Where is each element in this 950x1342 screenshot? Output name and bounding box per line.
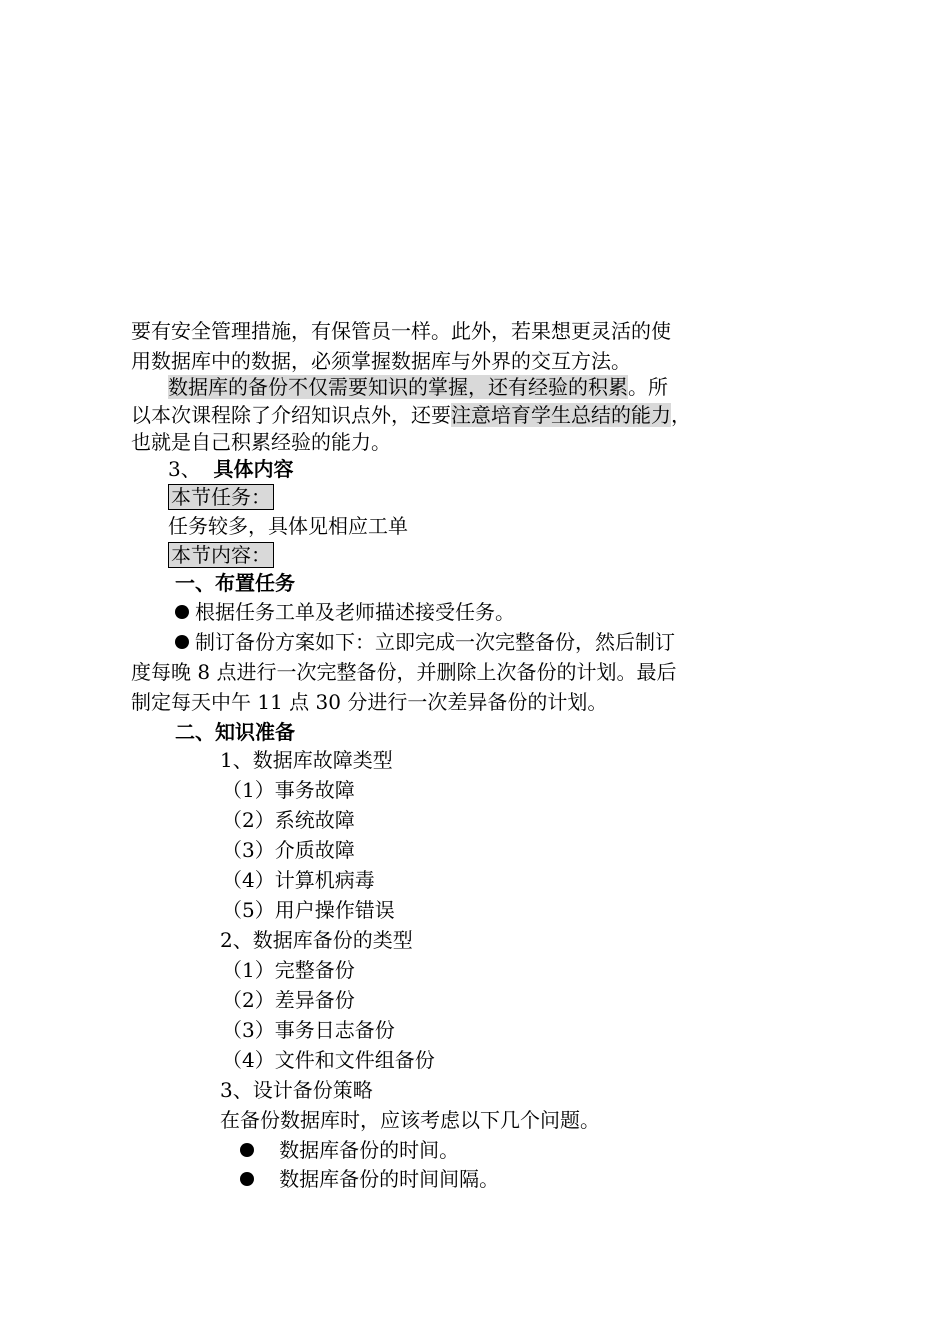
para-text: ， [671,403,691,427]
highlighted-text: 数据库的备份不仅需要知识的掌握，还有经验的积累 [168,375,628,399]
bullet-icon [175,605,189,619]
task-label-line [168,483,274,511]
bullet-text: 数据库备份的时间。 [279,1138,460,1162]
para-text: 以本次课程除了介绍知识点外，还要 [131,403,451,427]
bullet-item [175,628,675,656]
bullet-text: 制订备份方案如下：立即完成一次完整备份，然后制订 [195,630,675,654]
list-item: （3）事务日志备份 [222,1018,395,1042]
list-item: （3）介质故障 [222,838,355,862]
section-title: 具体内容 [213,457,294,481]
highlighted-text: 注意培育学生总结的能力 [451,403,671,427]
task-text: 任务较多，具体见相应工单 [168,514,408,538]
knowledge-title: 1、数据库故障类型 [220,748,393,772]
para-line [131,401,691,429]
para-line: 度每晚 8 点进行一次完整备份，并删除上次备份的计划。最后 [131,660,677,684]
bullet-text: 数据库备份的时间间隔。 [279,1167,500,1191]
para-line: 制定每天中午 11 点 30 分进行一次差异备份的计划。 [131,690,608,714]
para-line: 要有安全管理措施，有保管员一样。此外，若果想更灵活的使 [131,319,671,343]
para-line [168,373,668,401]
list-item: （5）用户操作错误 [222,898,395,922]
part1-heading: 一、布置任务 [175,571,295,595]
bullet-icon [240,1143,254,1157]
list-item: （1）完整备份 [222,958,355,982]
list-item: （2）系统故障 [222,808,355,832]
para-line: 也就是自己积累经验的能力。 [131,430,391,454]
list-item: （1）事务故障 [222,778,355,802]
content-label: 本节内容： [168,542,274,568]
para-text: 。所 [628,375,668,399]
knowledge-intro: 在备份数据库时，应该考虑以下几个问题。 [220,1108,600,1132]
content-label-line [168,541,274,569]
bullet-item [240,1165,499,1193]
bullet-item [240,1136,459,1164]
bullet-icon [175,635,189,649]
list-item: （4）文件和文件组备份 [222,1048,435,1072]
bullet-icon [240,1172,254,1186]
bullet-item [175,598,515,626]
section-heading [168,455,293,483]
knowledge-title: 3、设计备份策略 [220,1078,373,1102]
section-number: 3、 [168,457,201,481]
list-item: （2）差异备份 [222,988,355,1012]
knowledge-title: 2、数据库备份的类型 [220,928,413,952]
para-line: 用数据库中的数据，必须掌握数据库与外界的交互方法。 [131,349,631,373]
bullet-text: 根据任务工单及老师描述接受任务。 [195,600,515,624]
task-label: 本节任务： [168,484,274,510]
part2-heading: 二、知识准备 [175,720,295,744]
list-item: （4）计算机病毒 [222,868,375,892]
